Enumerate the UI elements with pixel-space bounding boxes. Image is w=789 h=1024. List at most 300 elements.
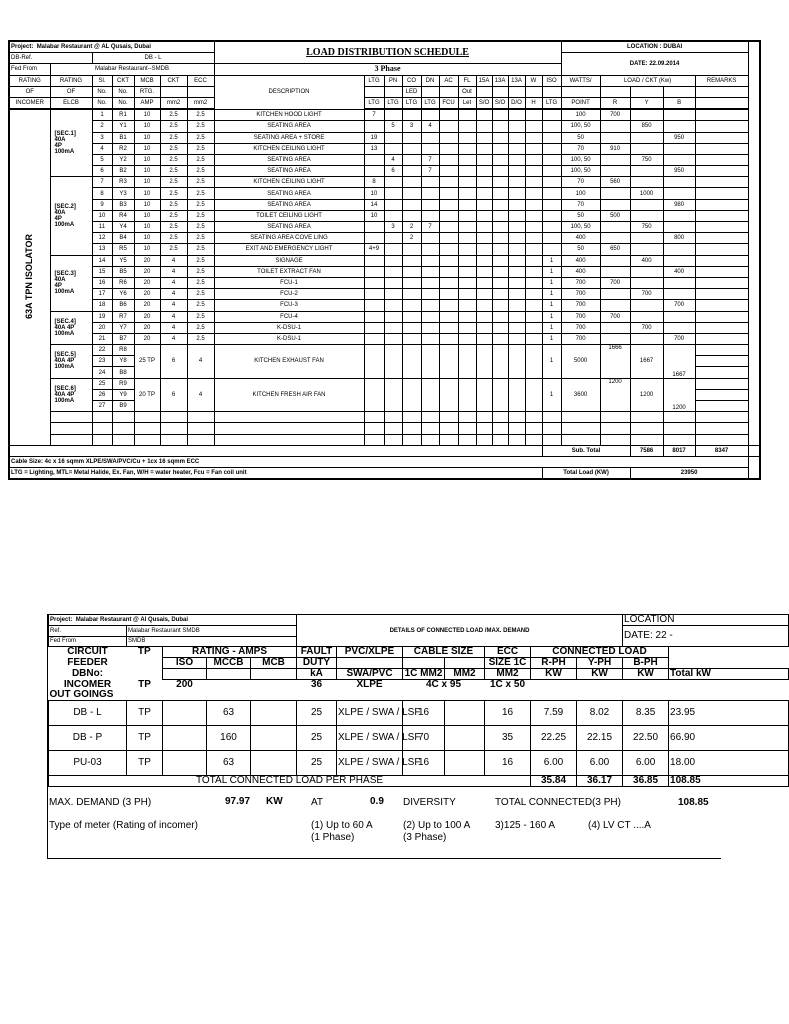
empty-cell bbox=[525, 154, 542, 165]
load-b-cell bbox=[663, 244, 695, 255]
empty-cell bbox=[630, 423, 663, 434]
schedule-row bbox=[9, 177, 760, 188]
empty-cell bbox=[458, 177, 476, 188]
empty-cell bbox=[525, 322, 542, 333]
s2-hdr-feeder: FEEDER bbox=[67, 657, 108, 668]
load-b-cell bbox=[663, 121, 695, 132]
mcb-cell: 10 bbox=[134, 244, 160, 255]
feeder-name: DB - P bbox=[49, 726, 127, 751]
empty-cell bbox=[476, 121, 492, 132]
empty-cell bbox=[458, 345, 476, 379]
co-cell bbox=[402, 244, 421, 255]
load-y-cell bbox=[630, 233, 663, 244]
feeder-fault: 25 bbox=[297, 726, 337, 751]
empty-cell bbox=[160, 423, 187, 434]
section-line: 40A 4P bbox=[54, 391, 75, 398]
empty-cell bbox=[492, 289, 508, 300]
dn-cell bbox=[421, 210, 439, 221]
empty-cell bbox=[439, 121, 458, 132]
empty-cell bbox=[600, 423, 630, 434]
load-b-cell bbox=[663, 154, 695, 165]
empty-cell bbox=[458, 210, 476, 221]
s2-total-y: 36.17 bbox=[577, 776, 623, 787]
empty-cell bbox=[458, 412, 476, 423]
empty-cell bbox=[445, 701, 485, 726]
empty-cell bbox=[439, 166, 458, 177]
ckt-cell: B2 bbox=[112, 166, 134, 177]
load-y-cell bbox=[630, 109, 663, 121]
mcb-cell: 10 bbox=[134, 109, 160, 121]
watts-cell: 400 bbox=[561, 266, 600, 277]
load-y-cell bbox=[630, 177, 663, 188]
empty-cell bbox=[695, 300, 748, 311]
s2-meter-label: Type of meter (Rating of incomer) bbox=[49, 820, 198, 831]
iso-cell: 1 bbox=[542, 266, 561, 277]
empty-cell bbox=[439, 311, 458, 322]
empty-cell bbox=[439, 300, 458, 311]
hdr-mm2b: mm2 bbox=[187, 97, 214, 109]
mcb-cell: 20 bbox=[134, 311, 160, 322]
empty-cell bbox=[458, 109, 476, 121]
mcb-cell: 20 bbox=[134, 300, 160, 311]
hdr-ac: AC bbox=[439, 75, 458, 86]
iso-cell bbox=[542, 121, 561, 132]
mcb-cell: 20 bbox=[134, 255, 160, 266]
schedule-row bbox=[9, 222, 760, 233]
hdr-no2: No. bbox=[112, 86, 134, 97]
dn-cell bbox=[421, 132, 439, 143]
s2-hdr-mm2: MM2 bbox=[445, 669, 485, 680]
empty-cell bbox=[508, 166, 525, 177]
s2-incomer-tp: TP bbox=[138, 678, 151, 690]
cable-cell: 2.5 bbox=[160, 177, 187, 188]
mcb-cell: 10 bbox=[134, 154, 160, 165]
dn-cell bbox=[421, 277, 439, 288]
empty-cell bbox=[508, 210, 525, 221]
watts-cell: 700 bbox=[561, 289, 600, 300]
empty-cell bbox=[508, 277, 525, 288]
empty-cell bbox=[476, 322, 492, 333]
sl-cell: 4 bbox=[92, 143, 112, 154]
load-b-cell: 950 bbox=[663, 166, 695, 177]
s2-total-conn: 108.85 bbox=[678, 797, 709, 808]
s2-total-r: 35.84 bbox=[531, 776, 577, 787]
empty-cell bbox=[561, 434, 600, 445]
empty-cell bbox=[492, 233, 508, 244]
empty-cell bbox=[476, 412, 492, 423]
empty-cell bbox=[214, 423, 364, 434]
empty-cell bbox=[508, 244, 525, 255]
dbref-value: DB - L bbox=[92, 53, 214, 64]
description-cell: KITCHEN CEILING LIGHT bbox=[214, 143, 364, 154]
subtotal-label: Sub. Total bbox=[542, 445, 630, 456]
s2-hdr-pvc: PVC/XLPE bbox=[337, 647, 403, 658]
feeder-name: DB - L bbox=[49, 701, 127, 726]
empty-cell bbox=[492, 345, 508, 379]
co-cell bbox=[402, 300, 421, 311]
total-value: 23950 bbox=[630, 468, 748, 480]
hdr-let: Let bbox=[458, 97, 476, 109]
ecc-cell: 2.5 bbox=[187, 121, 214, 132]
load-b-cell bbox=[663, 188, 695, 199]
dn-cell bbox=[421, 244, 439, 255]
s2-project: Project: Malabar Restaurant @ Al Qusais, Dubai bbox=[49, 615, 297, 626]
s2-hdr-kw1: KW bbox=[531, 669, 577, 680]
hdr-ltg6: LTG bbox=[542, 97, 561, 109]
ltg-cell: 14 bbox=[364, 199, 384, 210]
schedule-row bbox=[9, 277, 760, 288]
empty-cell bbox=[695, 401, 748, 412]
subtotal-row bbox=[9, 445, 760, 456]
empty-cell bbox=[525, 210, 542, 221]
mcb-cell: 10 bbox=[134, 188, 160, 199]
load-b-cell: 800 bbox=[663, 233, 695, 244]
load-r-cell bbox=[600, 188, 630, 199]
empty-cell bbox=[92, 412, 112, 423]
description-cell: KITCHEN HOOD LIGHT bbox=[214, 109, 364, 121]
cable-cell: 2.5 bbox=[160, 210, 187, 221]
load-y-cell: 750 bbox=[630, 222, 663, 233]
ecc-cell: 2.5 bbox=[187, 277, 214, 288]
ecc-cell: 2.5 bbox=[187, 143, 214, 154]
s2-hdr-circuit: CIRCUIT bbox=[67, 646, 108, 658]
ltg-cell: 10 bbox=[364, 210, 384, 221]
empty-cell bbox=[492, 333, 508, 344]
dn-cell bbox=[421, 177, 439, 188]
iso-cell bbox=[542, 143, 561, 154]
co-cell bbox=[402, 199, 421, 210]
hdr-point: POINT bbox=[561, 97, 600, 109]
empty-cell bbox=[525, 277, 542, 288]
empty-cell bbox=[508, 143, 525, 154]
load-b-cell bbox=[663, 289, 695, 300]
ckt-cell: B3 bbox=[112, 199, 134, 210]
ckt-cell: R2 bbox=[112, 143, 134, 154]
feeder-total: 66.90 bbox=[669, 726, 789, 751]
empty-cell bbox=[695, 289, 748, 300]
ecc-cell: 2.5 bbox=[187, 300, 214, 311]
section-line: 40A bbox=[54, 137, 66, 144]
empty-cell bbox=[695, 423, 748, 434]
sl-cell: 27 bbox=[92, 401, 112, 412]
co-cell bbox=[402, 333, 421, 344]
empty-cell bbox=[508, 345, 525, 379]
empty-cell bbox=[542, 412, 561, 423]
empty-cell bbox=[525, 109, 542, 121]
empty-cell bbox=[508, 222, 525, 233]
co-cell bbox=[402, 154, 421, 165]
empty-cell bbox=[421, 345, 439, 379]
pn-cell: 6 bbox=[384, 166, 402, 177]
empty-cell bbox=[492, 266, 508, 277]
empty-cell bbox=[508, 266, 525, 277]
watts-cell: 70 bbox=[561, 177, 600, 188]
empty-cell bbox=[695, 356, 748, 367]
description-cell: KITCHEN CEILING LIGHT bbox=[214, 177, 364, 188]
ecc-cell: 2.5 bbox=[187, 244, 214, 255]
s2-hdr-iso: ISO bbox=[163, 658, 207, 669]
blank-row bbox=[9, 423, 760, 434]
fedfrom-label: Fed From bbox=[9, 64, 50, 75]
schedule-row bbox=[9, 378, 760, 389]
cable-cell: 2.5 bbox=[160, 199, 187, 210]
empty-cell bbox=[695, 333, 748, 344]
empty-cell bbox=[214, 434, 364, 445]
blank-row bbox=[9, 412, 760, 423]
pn-cell bbox=[384, 244, 402, 255]
cable-cell: 2.5 bbox=[160, 222, 187, 233]
empty-cell bbox=[525, 266, 542, 277]
empty-cell bbox=[251, 726, 297, 751]
empty-cell bbox=[695, 434, 748, 445]
ecc-cell: 2.5 bbox=[187, 322, 214, 333]
empty-cell bbox=[476, 143, 492, 154]
load-r-cell bbox=[600, 121, 630, 132]
empty-cell bbox=[492, 423, 508, 434]
section-cell bbox=[50, 109, 92, 177]
feeder-row bbox=[49, 701, 789, 726]
dn-cell bbox=[421, 266, 439, 277]
ckt-cell: Y7 bbox=[112, 322, 134, 333]
load-y-cell: 700 bbox=[630, 322, 663, 333]
load-r-cell bbox=[600, 154, 630, 165]
empty-cell bbox=[508, 322, 525, 333]
empty-cell bbox=[402, 423, 421, 434]
watts-cell: 100, 50 bbox=[561, 121, 600, 132]
description-cell: SEATING AREA bbox=[214, 121, 364, 132]
load-r-cell: 500 bbox=[600, 210, 630, 221]
date-cell: DATE: 22.09.2014 bbox=[561, 53, 748, 75]
section-line: 100mA bbox=[54, 364, 75, 371]
description-cell: SEATING AREA bbox=[214, 166, 364, 177]
feeder-mccb: 63 bbox=[207, 751, 251, 776]
cable-cell: 4 bbox=[160, 266, 187, 277]
ltg-cell bbox=[364, 222, 384, 233]
ecc-cell: 4 bbox=[187, 378, 214, 412]
empty-cell bbox=[600, 434, 630, 445]
schedule-row bbox=[9, 199, 760, 210]
empty-cell bbox=[525, 311, 542, 322]
empty-cell bbox=[508, 311, 525, 322]
empty-cell bbox=[458, 244, 476, 255]
section-cell bbox=[50, 345, 92, 379]
hdr-of2: OF bbox=[50, 86, 92, 97]
mcb-cell: 20 bbox=[134, 277, 160, 288]
watts-cell: 3600 bbox=[561, 378, 600, 412]
co-cell bbox=[402, 109, 421, 121]
empty-cell bbox=[439, 132, 458, 143]
sl-cell: 23 bbox=[92, 356, 112, 367]
hdr-so1: S/O bbox=[476, 97, 492, 109]
dn-cell: 7 bbox=[421, 166, 439, 177]
dn-cell bbox=[421, 289, 439, 300]
ecc-cell: 2.5 bbox=[187, 289, 214, 300]
empty-cell bbox=[476, 154, 492, 165]
hdr-load: LOAD / CKT (Kw) bbox=[600, 75, 695, 86]
section-cell bbox=[50, 255, 92, 311]
s2-hdr-tp: TP bbox=[137, 646, 151, 658]
empty-cell bbox=[525, 333, 542, 344]
load-y-cell bbox=[630, 277, 663, 288]
pn-cell bbox=[384, 199, 402, 210]
co-cell bbox=[402, 322, 421, 333]
empty-cell bbox=[251, 751, 297, 776]
ckt-cell: R4 bbox=[112, 210, 134, 221]
s2-opt2b: (3 Phase) bbox=[403, 832, 447, 843]
empty-cell bbox=[695, 154, 748, 165]
empty-cell bbox=[476, 233, 492, 244]
empty-cell bbox=[134, 412, 160, 423]
s2-hdr-conn: CONNECTED LOAD bbox=[531, 647, 669, 658]
schedule-row bbox=[9, 132, 760, 143]
load-r-cell bbox=[600, 322, 630, 333]
empty-cell bbox=[600, 412, 630, 423]
s2-hdr-ecc-size: SIZE 1C bbox=[485, 658, 531, 669]
description-cell: SEATING AREA COVE LING bbox=[214, 233, 364, 244]
empty-cell bbox=[525, 255, 542, 266]
watts-cell: 70 bbox=[561, 143, 600, 154]
sl-cell: 17 bbox=[92, 289, 112, 300]
sl-cell: 22 bbox=[92, 345, 112, 356]
empty-cell bbox=[492, 322, 508, 333]
s2-hdr-bph: B-PH bbox=[623, 658, 669, 669]
empty-cell bbox=[476, 177, 492, 188]
empty-cell bbox=[492, 177, 508, 188]
sl-cell: 26 bbox=[92, 389, 112, 400]
feeder-c1: 70 bbox=[403, 726, 445, 751]
ecc-cell: 2.5 bbox=[187, 222, 214, 233]
ecc-cell: 2.5 bbox=[187, 154, 214, 165]
feeder-total: 18.00 bbox=[669, 751, 789, 776]
ltg-cell: 13 bbox=[364, 143, 384, 154]
hdr-13a: 13A bbox=[492, 75, 508, 86]
pn-cell bbox=[384, 266, 402, 277]
empty-cell bbox=[476, 244, 492, 255]
dn-cell bbox=[421, 109, 439, 121]
fedfrom-value: Malabar Restaurant--SMDB bbox=[50, 64, 214, 75]
empty-cell bbox=[508, 177, 525, 188]
section-line: [SEC.5] bbox=[54, 352, 76, 359]
schedule-row bbox=[9, 322, 760, 333]
schedule-row bbox=[9, 311, 760, 322]
mcb-cell: 25 TP bbox=[134, 345, 160, 379]
empty-cell bbox=[525, 166, 542, 177]
cable-cell: 2.5 bbox=[160, 132, 187, 143]
watts-cell: 5000 bbox=[561, 345, 600, 379]
cable-cell: 2.5 bbox=[160, 143, 187, 154]
pn-cell bbox=[384, 188, 402, 199]
hdr-of: OF bbox=[9, 86, 50, 97]
description-cell: SIGNAGE bbox=[214, 255, 364, 266]
ecc-cell: 2.5 bbox=[187, 132, 214, 143]
load-y-cell bbox=[630, 311, 663, 322]
load-r-cell bbox=[600, 199, 630, 210]
s2-hdr-rating: RATING - AMPS bbox=[163, 647, 297, 658]
empty-cell bbox=[492, 311, 508, 322]
empty-cell bbox=[695, 277, 748, 288]
empty-cell bbox=[439, 266, 458, 277]
empty-cell bbox=[251, 701, 297, 726]
description-cell: KITCHEN EXHAUST FAN bbox=[214, 345, 364, 379]
feeder-r: 6.00 bbox=[531, 751, 577, 776]
empty-cell bbox=[695, 109, 748, 121]
empty-cell bbox=[364, 423, 384, 434]
empty-cell bbox=[112, 423, 134, 434]
section-line: 100mA bbox=[54, 289, 75, 296]
empty-cell bbox=[134, 434, 160, 445]
empty-cell bbox=[508, 255, 525, 266]
empty-cell bbox=[187, 434, 214, 445]
sl-cell: 19 bbox=[92, 311, 112, 322]
s2-opt4: (4) LV CT ....A bbox=[588, 820, 651, 831]
hdr-w: W bbox=[525, 75, 542, 86]
empty-cell bbox=[476, 434, 492, 445]
ckt-cell: R3 bbox=[112, 177, 134, 188]
load-r-cell bbox=[600, 289, 630, 300]
empty-cell bbox=[187, 412, 214, 423]
load-b-cell bbox=[663, 222, 695, 233]
empty-cell bbox=[476, 266, 492, 277]
empty-cell bbox=[439, 188, 458, 199]
empty-cell bbox=[476, 378, 492, 412]
hdr-elcb: ELCB bbox=[50, 97, 92, 109]
ltg-cell: 10 bbox=[364, 188, 384, 199]
pn-cell bbox=[384, 311, 402, 322]
empty-cell bbox=[561, 412, 600, 423]
feeder-fault: 25 bbox=[297, 701, 337, 726]
empty-cell bbox=[163, 751, 207, 776]
load-r-cell bbox=[600, 233, 630, 244]
load-y-cell bbox=[630, 132, 663, 143]
cable-note: Cable Size: 4c x 16 sqmm XLPE/SWA/PVC/Cu + 1cx 16 sqmm ECC bbox=[9, 456, 748, 467]
s2-at: AT bbox=[311, 797, 324, 808]
empty-cell bbox=[50, 434, 92, 445]
s2-hdr-swa: SWA/PVC bbox=[337, 669, 403, 680]
sl-cell: 15 bbox=[92, 266, 112, 277]
hdr-15a: 15A bbox=[476, 75, 492, 86]
empty-cell bbox=[364, 345, 384, 379]
empty-cell bbox=[384, 412, 402, 423]
feeder-r: 22.25 bbox=[531, 726, 577, 751]
s2-location: LOCATION bbox=[623, 615, 789, 626]
load-r-cell bbox=[600, 300, 630, 311]
ecc-cell: 2.5 bbox=[187, 166, 214, 177]
iso-cell: 1 bbox=[542, 300, 561, 311]
pn-cell: 3 bbox=[384, 222, 402, 233]
empty-cell bbox=[525, 233, 542, 244]
description-cell: FCU-2 bbox=[214, 289, 364, 300]
pn-cell: 4 bbox=[384, 154, 402, 165]
schedule-row bbox=[9, 233, 760, 244]
empty-cell bbox=[508, 199, 525, 210]
co-cell bbox=[402, 143, 421, 154]
sl-cell: 10 bbox=[92, 210, 112, 221]
hdr-co: CO bbox=[402, 75, 421, 86]
hdr-rtg: RTG. bbox=[134, 86, 160, 97]
co-cell bbox=[402, 255, 421, 266]
empty-cell bbox=[476, 300, 492, 311]
sl-cell: 3 bbox=[92, 132, 112, 143]
hdr-ltg2: LTG bbox=[364, 97, 384, 109]
load-b-cell bbox=[663, 311, 695, 322]
watts-cell: 100, 50 bbox=[561, 166, 600, 177]
s2-hdr-rph: R-PH bbox=[531, 658, 577, 669]
watts-cell: 700 bbox=[561, 300, 600, 311]
watts-cell: 700 bbox=[561, 333, 600, 344]
iso-cell bbox=[542, 199, 561, 210]
subtotal-y: 8017 bbox=[663, 445, 695, 456]
empty-cell bbox=[112, 434, 134, 445]
